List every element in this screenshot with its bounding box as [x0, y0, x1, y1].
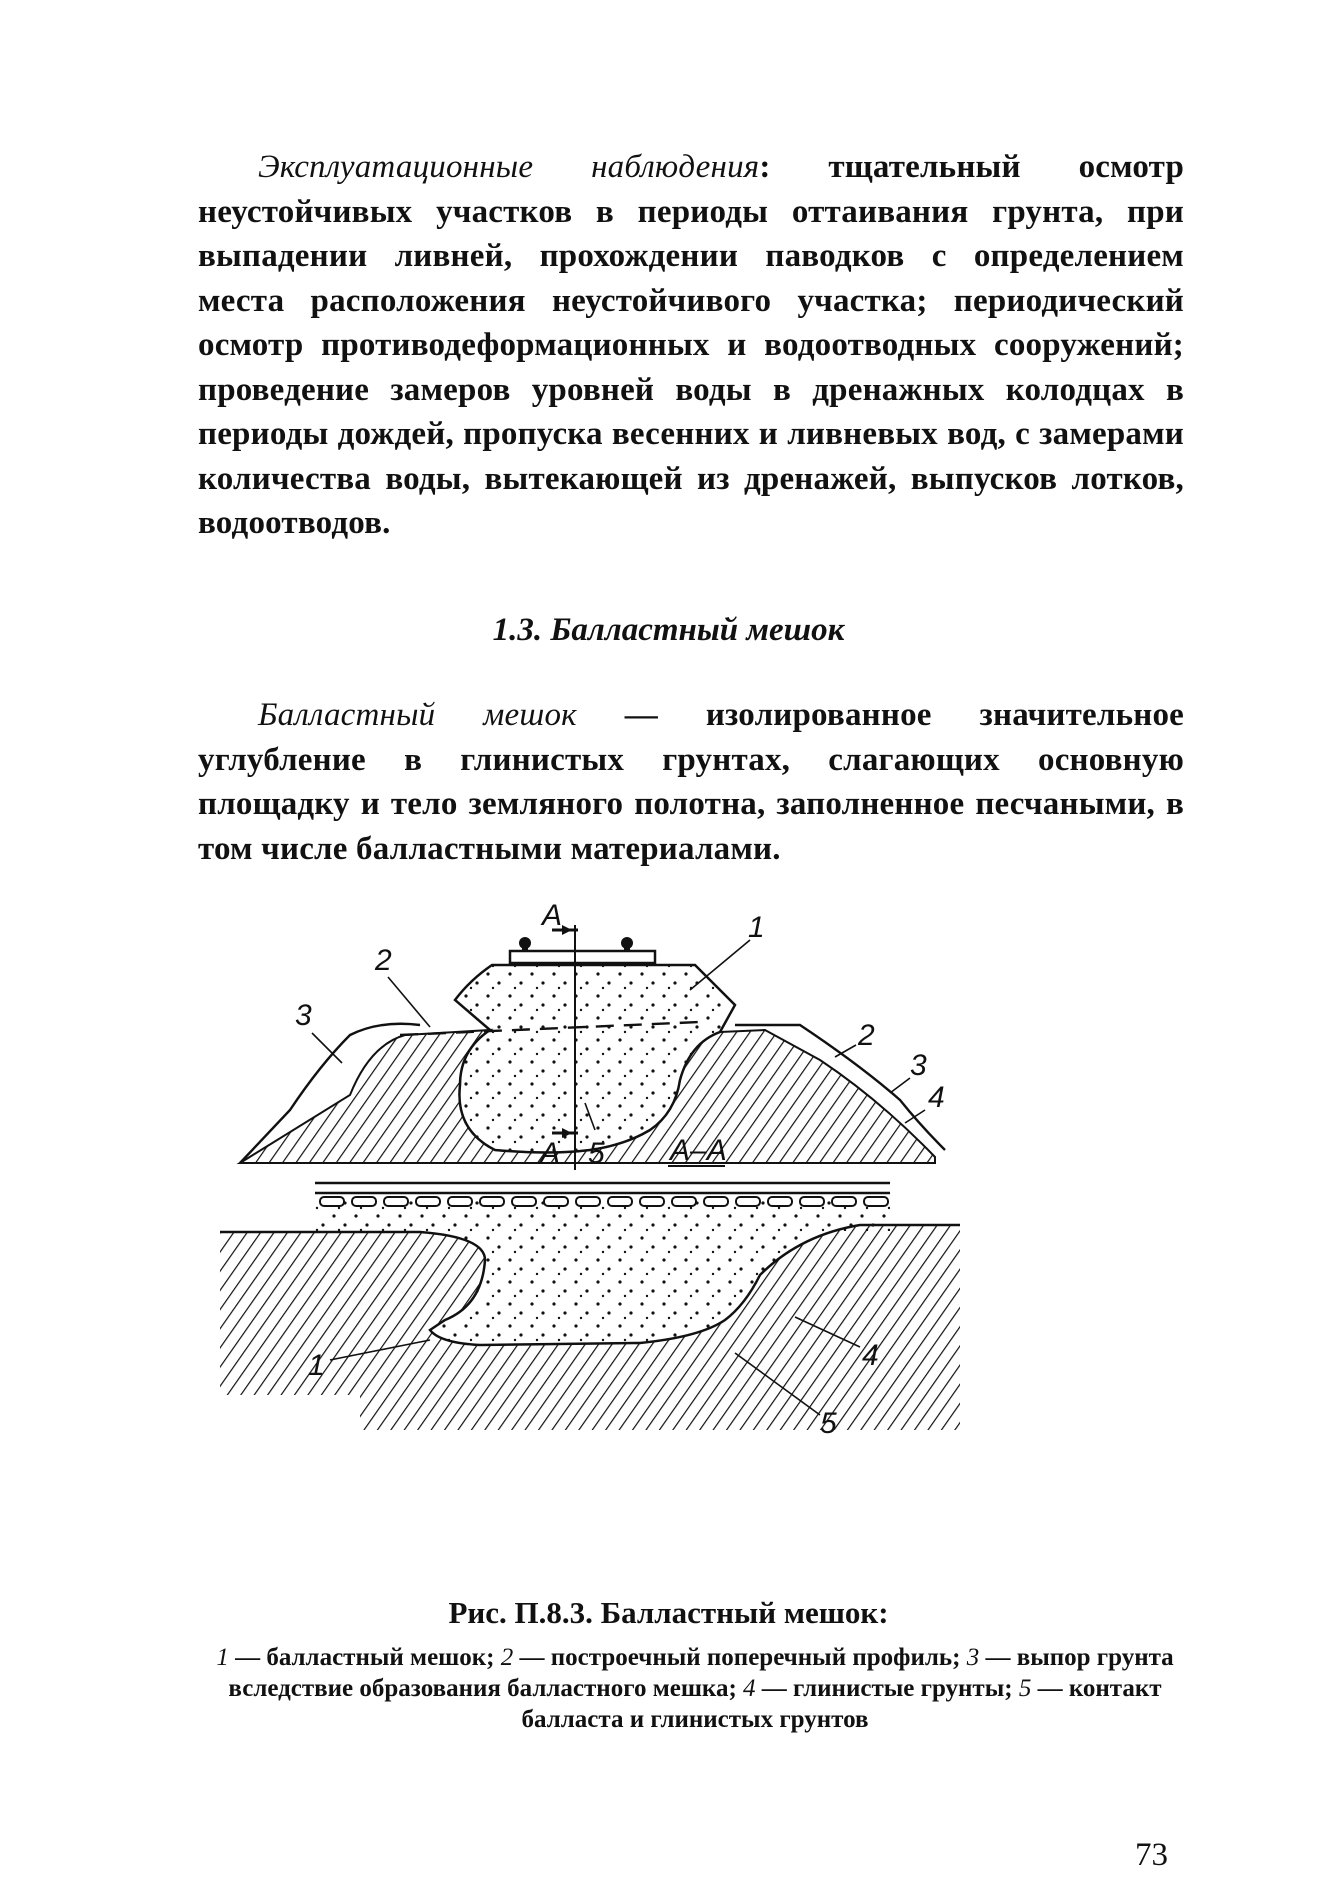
legend-text: — построечный поперечный профиль; [513, 1644, 967, 1671]
sleeper [832, 1197, 856, 1206]
leader-line-3-right [890, 1078, 910, 1093]
sleeper [544, 1197, 568, 1206]
legend-num: 4 [743, 1675, 756, 1702]
label-1-top: 1 [748, 911, 765, 944]
legend-text: — глинистые грунты; [755, 1675, 1019, 1702]
sleeper [320, 1197, 344, 1206]
legend-text: — контакт балласта и глинистых грунтов [521, 1675, 1162, 1733]
section-arrow-top [562, 925, 572, 935]
label-4-bottom: 4 [862, 1339, 879, 1372]
legend-num: 3 [966, 1644, 980, 1671]
sleeper [800, 1197, 824, 1206]
page-number: 73 [1135, 1837, 1168, 1873]
sleeper [736, 1197, 760, 1206]
sleeper [448, 1197, 472, 1206]
legend-text: — выпор грунта вследствие образования балластного мешка; [228, 1644, 1174, 1702]
legend-num: 2 [500, 1644, 514, 1671]
sleeper [416, 1197, 440, 1206]
sleeper [384, 1197, 408, 1206]
paragraph-definition [198, 693, 1184, 871]
cross-section-top [240, 899, 945, 1170]
label-section-title: А–А [670, 1134, 727, 1167]
sleeper [480, 1197, 504, 1206]
legend-num: 5 [1018, 1675, 1032, 1702]
rail-left-web [522, 943, 528, 952]
legend-num: 1 [216, 1644, 229, 1671]
sleeper [576, 1197, 600, 1206]
track-sleeper [510, 951, 655, 963]
sleeper [768, 1197, 792, 1206]
label-5-bottom: 5 [820, 1407, 837, 1440]
figure-ballast-bag [220, 899, 1150, 1585]
figure-caption-title: Рис. П.8.3. Балластный мешок: [448, 1595, 889, 1630]
sleeper [512, 1197, 536, 1206]
sleeper [864, 1197, 888, 1206]
term-ballast-bag: Балластный мешок [258, 697, 577, 733]
figure-caption-legend [215, 1642, 1175, 1735]
label-2-left: 2 [375, 944, 392, 977]
paragraph-observations-text: : тщательный осмотр неустойчивых участков в периоды оттаивания грунта, при выпадении ливней, прохождении паводков с определением места расположения неустойчивого участка; периодический осмотр противодеформационных и водоотводных сооружений; проведение замеров уровней воды в дренажных колодцах в периоды дождей, пропуска весенних и ливневых вод, с замерами количества воды, вытекающей из дренажей, выпусков лотков, водоотводов. [198, 149, 1184, 541]
label-1-bottom: 1 [308, 1349, 325, 1382]
leader-line-2-left [388, 977, 430, 1027]
sleeper [608, 1197, 632, 1206]
sleeper [352, 1197, 376, 1206]
label-section-a-bottom: А [540, 1137, 561, 1170]
label-section-a-top: А [542, 899, 563, 932]
leader-line-4 [905, 1110, 925, 1123]
rail-right-web [624, 943, 630, 952]
legend-text: — балластный мешок; [228, 1644, 501, 1671]
label-5-top: 5 [588, 1137, 605, 1170]
term-observations: Эксплуатационные наблюдения [258, 149, 760, 185]
section-heading: 1.3. Балластный мешок [492, 612, 845, 648]
label-3-left: 3 [295, 999, 312, 1032]
sleeper [640, 1197, 664, 1206]
label-4-top: 4 [928, 1081, 945, 1114]
label-2-right: 2 [858, 1019, 875, 1052]
label-3-right: 3 [910, 1049, 927, 1082]
sleeper [672, 1197, 696, 1206]
paragraph-definition-text: — изолированное значительное углубление в глинистых грунтах, слагающих основную площадку и тело земляного полотна, заполненное песчаными, в том числе балластными материалами. [198, 697, 1184, 867]
longitudinal-section-bottom [220, 1183, 960, 1440]
leader-line-1 [690, 940, 750, 990]
paragraph-observations [198, 145, 1184, 546]
sleeper [704, 1197, 728, 1206]
